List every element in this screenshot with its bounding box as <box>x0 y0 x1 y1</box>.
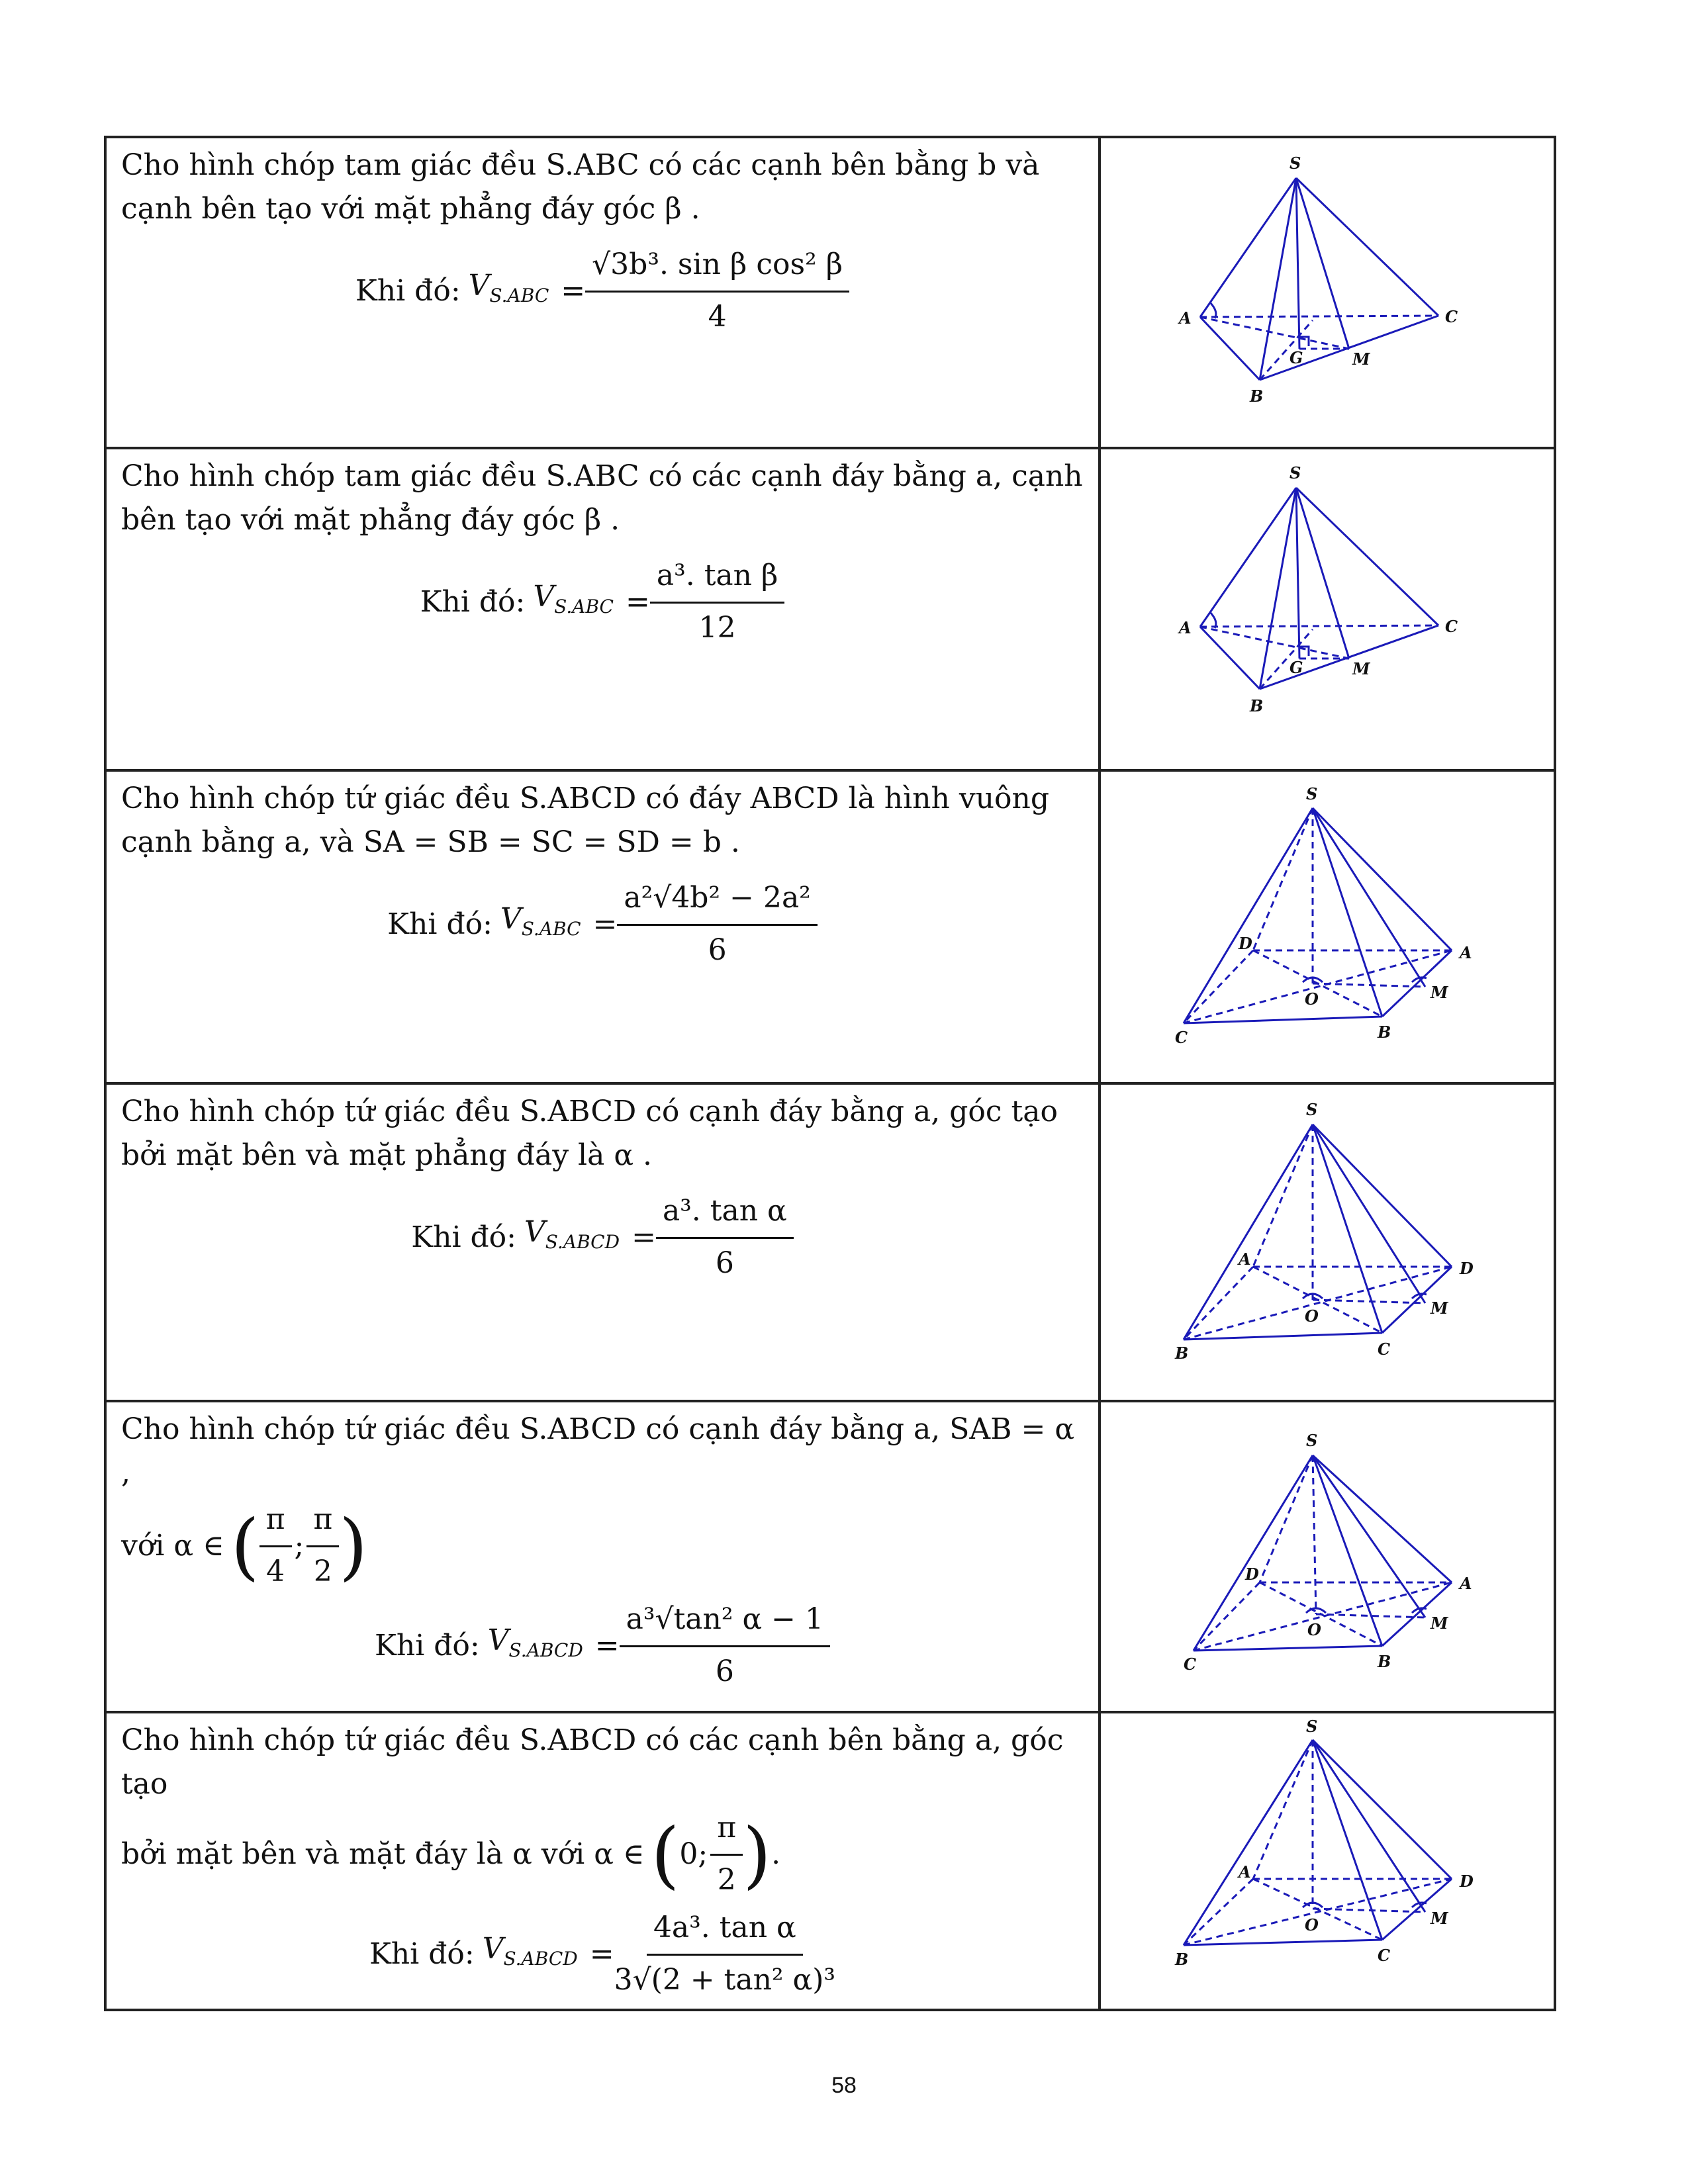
vertex-label: O <box>1305 1306 1319 1326</box>
vertex-label: B <box>1175 1343 1189 1363</box>
equals-sign: = <box>592 907 618 941</box>
interval-fraction <box>259 1498 292 1594</box>
vertex-label: M <box>1352 349 1370 369</box>
vertex-label: A <box>1460 1574 1472 1593</box>
square-pyramid-figure <box>1101 1085 1548 1397</box>
formula-numerator: a³√tan² α − 1 <box>620 1598 830 1647</box>
square-pyramid-figure <box>1101 1713 1548 2006</box>
figure-cell <box>1100 770 1555 1083</box>
formula-lead: Khi đó: <box>420 584 526 619</box>
vertex-label: S <box>1289 463 1301 482</box>
open-interval: ( 0; $\frac{\pi}{2}$ ) <box>651 1806 771 1902</box>
table-row <box>105 448 1555 770</box>
table-row <box>105 1712 1555 2010</box>
vertex-label: D <box>1239 934 1252 953</box>
vertex-label: O <box>1305 1915 1319 1934</box>
formula-numerator: 4a³. tan α <box>647 1906 803 1956</box>
formula-lead: Khi đó: <box>387 907 492 941</box>
interval-lower: 0; <box>679 1837 708 1871</box>
square-pyramid-figure <box>1101 772 1548 1079</box>
statement-period: . <box>771 1837 781 1871</box>
vertex-label: C <box>1378 1340 1391 1359</box>
statement: Cho hình chóp tứ giác đều S.ABCD có cạnh đáy bằng a, góc tạo bởi mặt bên và mặt phẳng đáy là α . <box>121 1095 1058 1172</box>
vertex-label: D <box>1460 1259 1474 1278</box>
vertex-label: D <box>1460 1872 1474 1891</box>
vertex-label: O <box>1307 1620 1321 1639</box>
equals-sign: = <box>594 1628 620 1662</box>
vertex-label: M <box>1430 1614 1448 1633</box>
statement-cont-text: với α ∈ <box>121 1528 224 1563</box>
volume-formula <box>121 554 1084 650</box>
formula-fraction <box>656 1189 794 1285</box>
vertex-label: A <box>1460 943 1472 962</box>
volume-formula <box>121 876 1084 972</box>
statement-continuation <box>121 1806 1084 1902</box>
interval-fraction <box>306 1498 339 1594</box>
figure-cell <box>1100 1083 1555 1401</box>
vertex-label: B <box>1378 1652 1391 1671</box>
statement-cont-text: bởi mặt bên và mặt đáy là α với α ∈ <box>121 1837 645 1871</box>
open-interval: ( $\frac{\pi}{4}$ ; $\frac{\pi}{2}$ ) <box>231 1498 368 1594</box>
statement: Cho hình chóp tam giác đều S.ABC có các cạnh bên bằng b và cạnh bên tạo với mặt phẳng đáy góc β . <box>121 148 1040 226</box>
volume-formula <box>121 1189 1084 1285</box>
interval-denominator: 2 <box>313 1555 332 1588</box>
statement: Cho hình chóp tứ giác đều S.ABCD có cạnh đáy bằng a, SAB = α , <box>121 1412 1075 1490</box>
formula-table <box>104 136 1556 2011</box>
formula-denominator: 12 <box>698 611 736 645</box>
figure-cell <box>1100 1712 1555 2010</box>
vertex-label: C <box>1445 307 1458 326</box>
text-cell <box>105 770 1100 1083</box>
formula-denominator: 4 <box>708 300 727 334</box>
interval-separator: ; <box>294 1528 305 1563</box>
vertex-label: A <box>1239 1862 1251 1882</box>
vertex-label: A <box>1239 1250 1251 1269</box>
text-cell <box>105 137 1100 448</box>
vertex-label: C <box>1378 1946 1391 1965</box>
vertex-label: M <box>1352 659 1370 678</box>
equals-sign: = <box>561 273 586 308</box>
interval-numerator: π <box>306 1498 339 1547</box>
formula-denominator: 6 <box>715 1655 734 1688</box>
vertex-label: M <box>1430 1909 1448 1928</box>
table-row <box>105 1401 1555 1712</box>
volume-formula <box>121 1598 1084 1694</box>
vertex-label: C <box>1445 617 1458 636</box>
vertex-label: A <box>1179 308 1192 328</box>
vertex-label: S <box>1306 1717 1318 1736</box>
formula-fraction <box>650 554 785 650</box>
statement: Cho hình chóp tứ giác đều S.ABCD có các cạnh bên bằng a, góc tạo <box>121 1723 1064 1801</box>
vertex-label: D <box>1245 1565 1259 1584</box>
formula-lead: Khi đó: <box>374 1628 480 1662</box>
formula-fraction <box>614 1906 835 2002</box>
table-row <box>105 1083 1555 1401</box>
vertex-label: S <box>1289 154 1301 173</box>
table-row <box>105 137 1555 448</box>
page-number: 58 <box>831 2073 857 2098</box>
vertex-label: G <box>1289 658 1303 677</box>
text-cell <box>105 448 1100 770</box>
formula-denominator: 6 <box>708 933 727 967</box>
formula-lhs: $V_{S.ABCD}$ <box>524 1215 620 1253</box>
formula-numerator: a²√4b² − 2a² <box>617 876 817 926</box>
equals-sign: = <box>632 1220 656 1254</box>
vertex-label: O <box>1305 989 1319 1009</box>
interval-numerator: π <box>259 1498 292 1547</box>
vertex-label: M <box>1430 1298 1448 1318</box>
formula-lhs: $V_{S.ABCD}$ <box>487 1623 583 1661</box>
square-pyramid-figure <box>1101 1402 1548 1708</box>
statement: Cho hình chóp tứ giác đều S.ABCD có đáy ABCD là hình vuông cạnh bằng a, và SA = SB = SC = SD = b . <box>121 782 1050 859</box>
interval-denominator: 4 <box>266 1555 285 1588</box>
formula-lead: Khi đó: <box>369 1936 475 1971</box>
formula-lhs: $V_{S.ABC}$ <box>500 902 581 940</box>
interval-denominator: 2 <box>717 1863 736 1897</box>
formula-fraction <box>585 243 849 339</box>
equals-sign: = <box>589 1936 614 1971</box>
text-cell <box>105 1401 1100 1712</box>
volume-formula <box>121 1906 1084 2002</box>
formula-denominator: 3√(2 + tan² α)³ <box>614 1963 836 1997</box>
interval-fraction <box>710 1806 743 1902</box>
vertex-label: B <box>1378 1023 1391 1042</box>
vertex-label: C <box>1175 1028 1188 1047</box>
vertex-label: A <box>1179 618 1192 637</box>
vertex-label: S <box>1306 784 1318 803</box>
triangular-pyramid-figure <box>1101 449 1548 766</box>
vertex-label: S <box>1306 1100 1318 1119</box>
text-cell <box>105 1083 1100 1401</box>
text-cell <box>105 1712 1100 2010</box>
figure-cell <box>1100 1401 1555 1712</box>
formula-fraction <box>617 876 817 972</box>
formula-numerator: a³. tan β <box>650 554 785 604</box>
formula-lhs: $V_{S.ABC}$ <box>533 580 614 617</box>
vertex-label: B <box>1250 387 1264 406</box>
equals-sign: = <box>625 584 650 619</box>
formula-numerator: √3b³. sin β cos² β <box>585 243 849 293</box>
vertex-label: M <box>1430 983 1448 1002</box>
figure-cell <box>1100 137 1555 448</box>
vertex-label: G <box>1289 348 1303 367</box>
statement-continuation <box>121 1498 1084 1594</box>
vertex-label: S <box>1306 1431 1318 1450</box>
vertex-label: C <box>1184 1655 1197 1674</box>
formula-fraction <box>620 1598 830 1694</box>
triangular-pyramid-figure <box>1101 138 1548 444</box>
vertex-label: B <box>1250 696 1264 715</box>
volume-formula <box>121 243 1084 339</box>
formula-lead: Khi đó: <box>355 273 461 308</box>
formula-lhs: $V_{S.ABC}$ <box>468 269 549 306</box>
formula-lead: Khi đó: <box>411 1220 516 1254</box>
formula-lhs: $V_{S.ABCD}$ <box>482 1932 578 1970</box>
formula-numerator: a³. tan α <box>656 1189 794 1239</box>
statement: Cho hình chóp tam giác đều S.ABC có các cạnh đáy bằng a, cạnh bên tạo với mặt phẳng đáy góc β . <box>121 459 1083 537</box>
figure-cell <box>1100 448 1555 770</box>
vertex-label: B <box>1175 1950 1189 1969</box>
interval-numerator: π <box>710 1806 743 1856</box>
formula-denominator: 6 <box>715 1246 734 1280</box>
table-row <box>105 770 1555 1083</box>
